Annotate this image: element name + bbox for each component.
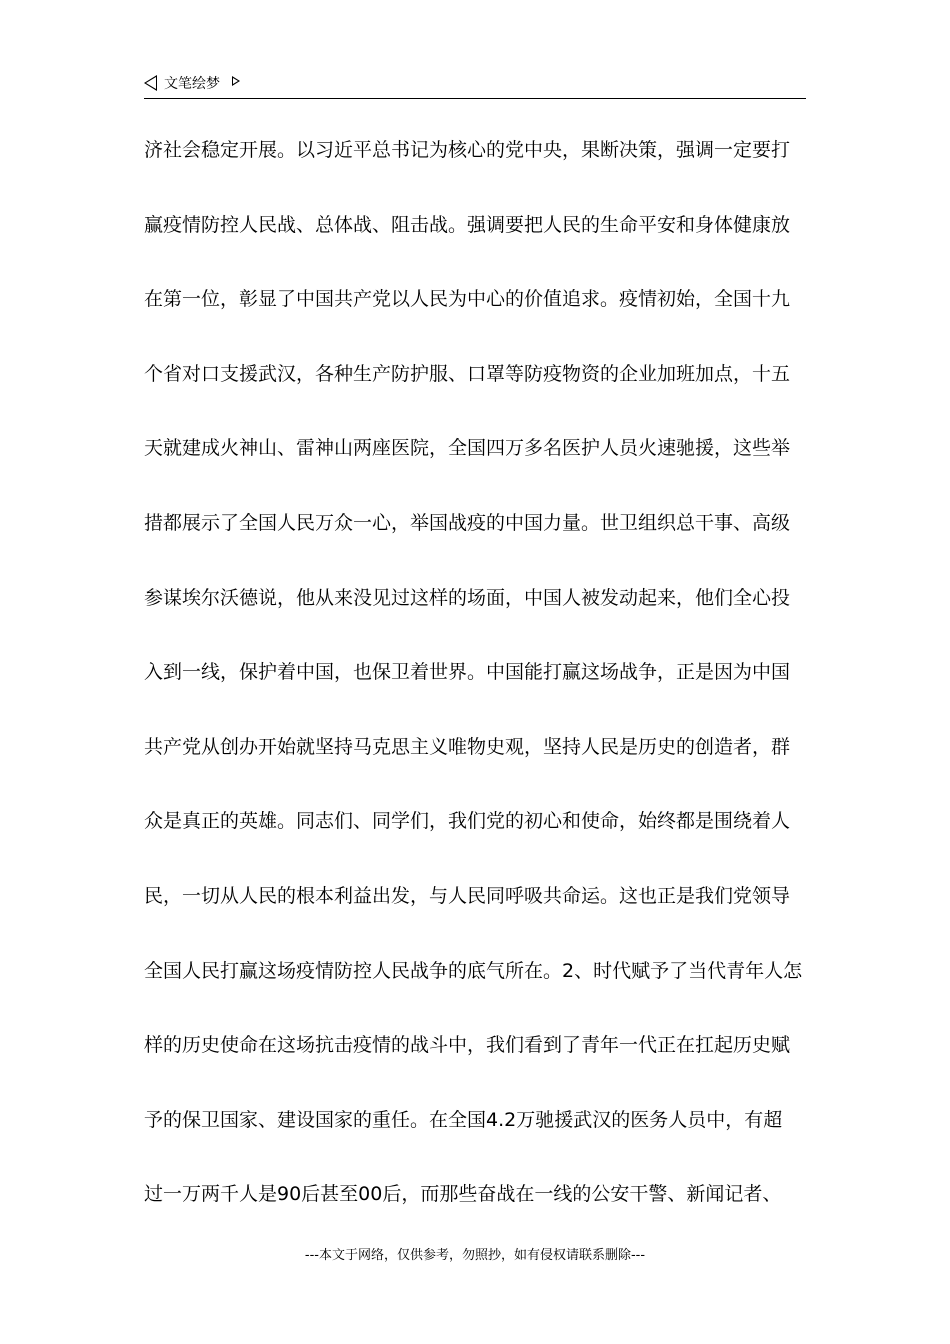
header-title: 文笔绘梦: [164, 76, 220, 92]
text-line: 民，一切从人民的根本利益出发，与人民同呼吸共命运。这也正是我们党领导: [144, 884, 791, 907]
text-line: 样的历史使命在这场抗击疫情的战斗中，我们看到了青年一代正在扛起历史赋: [144, 1034, 791, 1057]
text-line: 共产党从创办开始就坚持马克思主义唯物史观，坚持人民是历史的创造者，群: [144, 735, 791, 758]
text-line: 众是真正的英雄。同志们、同学们，我们党的初心和使命，始终都是围绕着人: [144, 810, 791, 833]
text-line: 在第一位，彰显了中国共产党以人民为中心的价值追求。疫情初始，全国十九: [144, 288, 791, 311]
text-line: 济社会稳定开展。以习近平总书记为核心的党中央，果断决策，强调一定要打: [144, 139, 791, 161]
text-line: 参谋埃尔沃德说，他从来没见过这样的场面，中国人被发动起来，他们全心投: [144, 586, 791, 609]
page-header: [144, 72, 806, 99]
text-line: 赢疫情防控人民战、总体战、阻击战。强调要把人民的生命平安和身体健康放: [144, 213, 791, 236]
triangle-left-icon: [144, 75, 157, 91]
text-line: 过一万两千人是90后甚至00后，而那些奋战在一线的公安干警、新闻记者、: [144, 1183, 782, 1206]
text-line: 措都展示了全国人民万众一心，举国战疫的中国力量。世卫组织总干事、高级: [144, 511, 791, 534]
body-text: [144, 130, 806, 1249]
triangle-right-icon: [232, 76, 240, 86]
text-line: 全国人民打赢这场疫情防控人民战争的底气所在。2、时代赋予了当代青年人怎: [144, 959, 803, 982]
text-line: 天就建成火神山、雷神山两座医院，全国四万多名医护人员火速驰援，这些举: [144, 437, 791, 460]
page-footer: ---本文于网络，仅供参考，勿照抄，如有侵权请联系删除---: [304, 1248, 646, 1263]
text-line: 予的保卫国家、建设国家的重任。在全国4.2万驰援武汉的医务人员中，有超: [144, 1108, 783, 1131]
text-line: 入到一线，保护着中国，也保卫着世界。中国能打赢这场战争，正是因为中国: [144, 661, 791, 684]
text-line: 个省对口支援武汉，各种生产防护服、口罩等防疫物资的企业加班加点，十五: [144, 362, 791, 385]
